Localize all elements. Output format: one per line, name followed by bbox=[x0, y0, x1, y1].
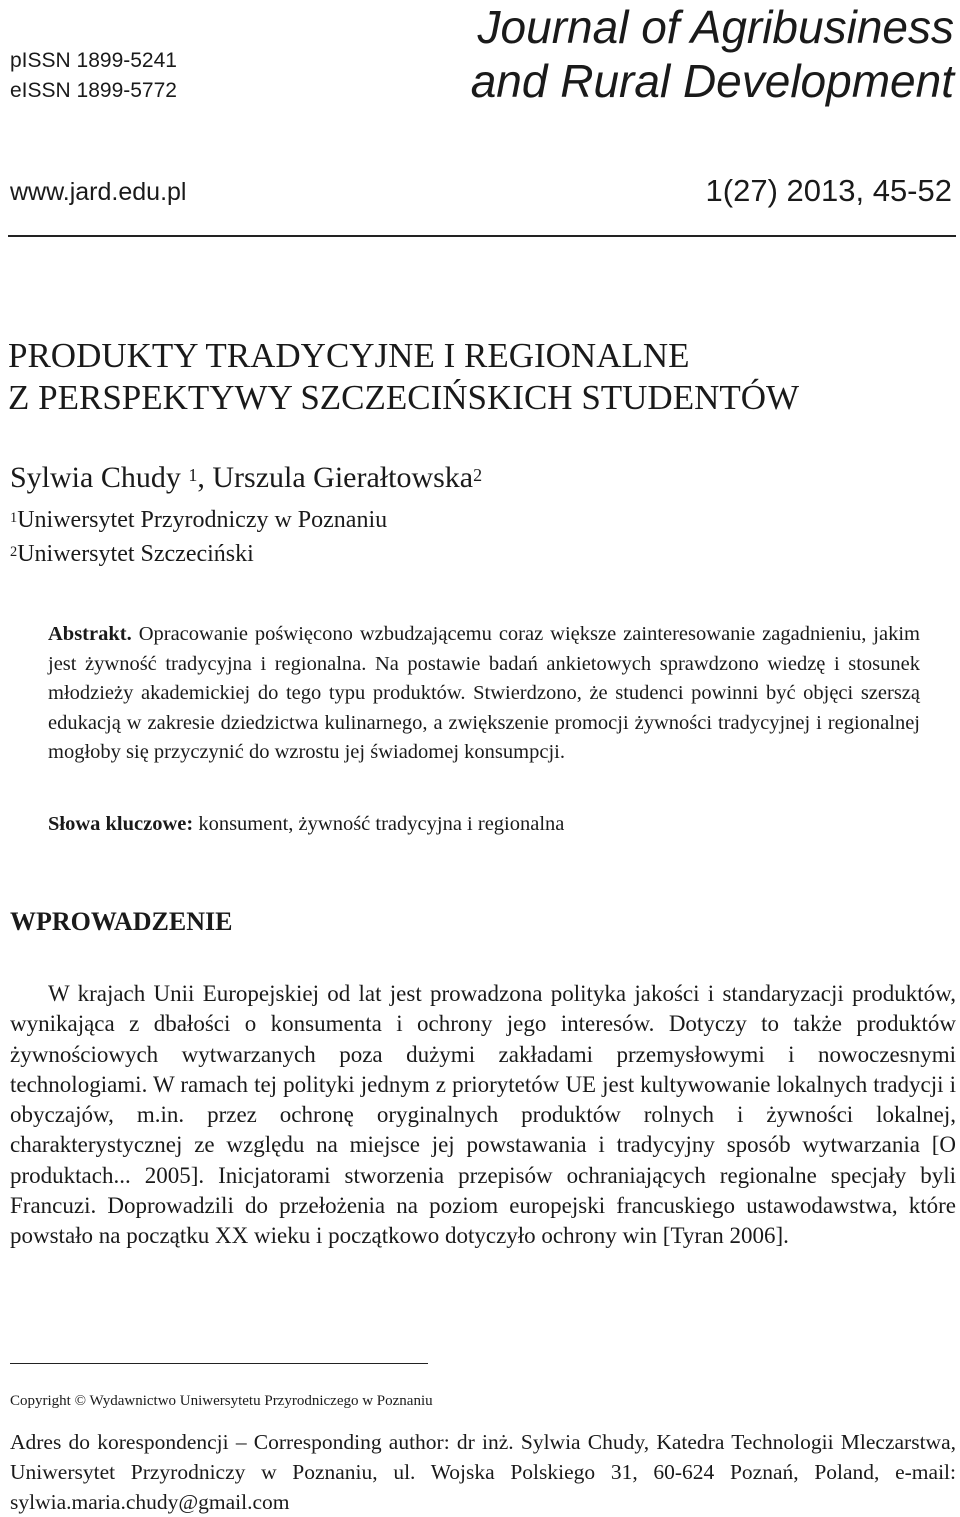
issue-volume: 1(27) 2013, 45-52 bbox=[705, 173, 952, 208]
authors bbox=[10, 461, 482, 495]
issn-block bbox=[10, 46, 177, 106]
keywords-label: Słowa kluczowe: bbox=[48, 813, 194, 835]
abstract-text: Opracowanie poświęcono wzbudzającemu coraz większe zainteresowanie zagadnieniu, jakim jest żywność tradycyjna i regionalna. Na postawie badań ankietowych sprawdzono wiedzę i stosunek młodzieży akademickiej do tego typu produktów. Stwierdzono, że studenci powinni być objęci szerszą edukacją w zakresie dziedzictwa kulinarnego, a zwiększenie promocji żywności tradycyjnej i regionalnej mogłoby się przyczynić do wzrostu jej świadomej konsumpcji. bbox=[48, 623, 920, 763]
eissn: eISSN 1899-5772 bbox=[10, 79, 177, 102]
keywords bbox=[48, 813, 564, 836]
author-separator: , bbox=[197, 461, 213, 494]
journal-website[interactable]: www.jard.edu.pl bbox=[10, 178, 187, 206]
abstract-label: Abstrakt. bbox=[48, 623, 132, 645]
intro-paragraph: W krajach Unii Europejskiej od lat jest prowadzona polityka jakości i standaryzacji produktów, wynikająca z dbałości o konsumenta i ochrony jego interesów. Dotyczy to także produktów żywnościowych wytwarzanych poza dużymi zakładami przemysłowymi i nowoczesnymi technologiami. W ramach tej polityki jednym z priorytetów UE jest kultywowanie lokalnych tradycji i obyczajów, m.in. przez ochronę oryginalnych produktów rolnych i żywności lokalnej, charakterystycznej ze względu na miejsce jej powstawania i tradycyjny sposób wytwarzania [O produktach... 2005]. Inicjatorami stworzenia przepisów ochraniających regionalne specjały byli Francuzi. Doprowadzili do przełożenia na poziom europejski francuskiego ustawodawstwa, które powstało na początku XX wieku i początkowo dotyczyło ochrony win [Tyran 2006]. bbox=[10, 981, 956, 1249]
author-1-affiliation-mark: 1 bbox=[188, 464, 198, 485]
pissn: pISSN 1899-5241 bbox=[10, 49, 177, 72]
keywords-text: konsument, żywność tradycyjna i regionalna bbox=[198, 813, 565, 835]
affiliation-1 bbox=[10, 507, 387, 534]
journal-title bbox=[471, 0, 954, 108]
section-heading: WPROWADZENIE bbox=[10, 907, 233, 936]
author-2-affiliation-mark: 2 bbox=[473, 464, 483, 485]
affiliation-2 bbox=[10, 541, 254, 568]
author-2: Urszula Gierałtowska bbox=[212, 461, 474, 494]
author-1: Sylwia Chudy bbox=[10, 461, 181, 494]
journal-title-line1: Journal of Agribusiness bbox=[477, 1, 954, 53]
abstract bbox=[48, 620, 920, 768]
affiliation-2-text: Uniwersytet Szczeciński bbox=[17, 541, 254, 567]
footnote-rule bbox=[10, 1363, 428, 1364]
copyright-notice: Copyright © Wydawnictwo Uniwersytetu Przyrodniczego w Poznaniu bbox=[10, 1393, 433, 1409]
journal-title-line2: and Rural Development bbox=[470, 55, 954, 107]
affiliation-1-text: Uniwersytet Przyrodniczy w Poznaniu bbox=[17, 507, 388, 533]
correspondence-address: Adres do korespondencji – Corresponding author: dr inż. Sylwia Chudy, Katedra Technologii Mleczarstwa, Uniwersytet Przyrodniczy w Poznaniu, ul. Wojska Polskiego 31, 60-624 Poznań, Poland, e-mail: sylwia.maria.chudy@gmail.com bbox=[10, 1430, 956, 1514]
article-title bbox=[8, 335, 953, 419]
header-rule bbox=[8, 235, 956, 237]
article-title-line2: Z PERSPEKTYWY SZCZECIŃSKICH STUDENTÓW bbox=[8, 378, 800, 417]
affiliation-1-mark: 1 bbox=[10, 509, 18, 526]
article-title-line1: PRODUKTY TRADYCYJNE I REGIONALNE bbox=[8, 336, 690, 375]
affiliation-2-mark: 2 bbox=[10, 543, 18, 560]
